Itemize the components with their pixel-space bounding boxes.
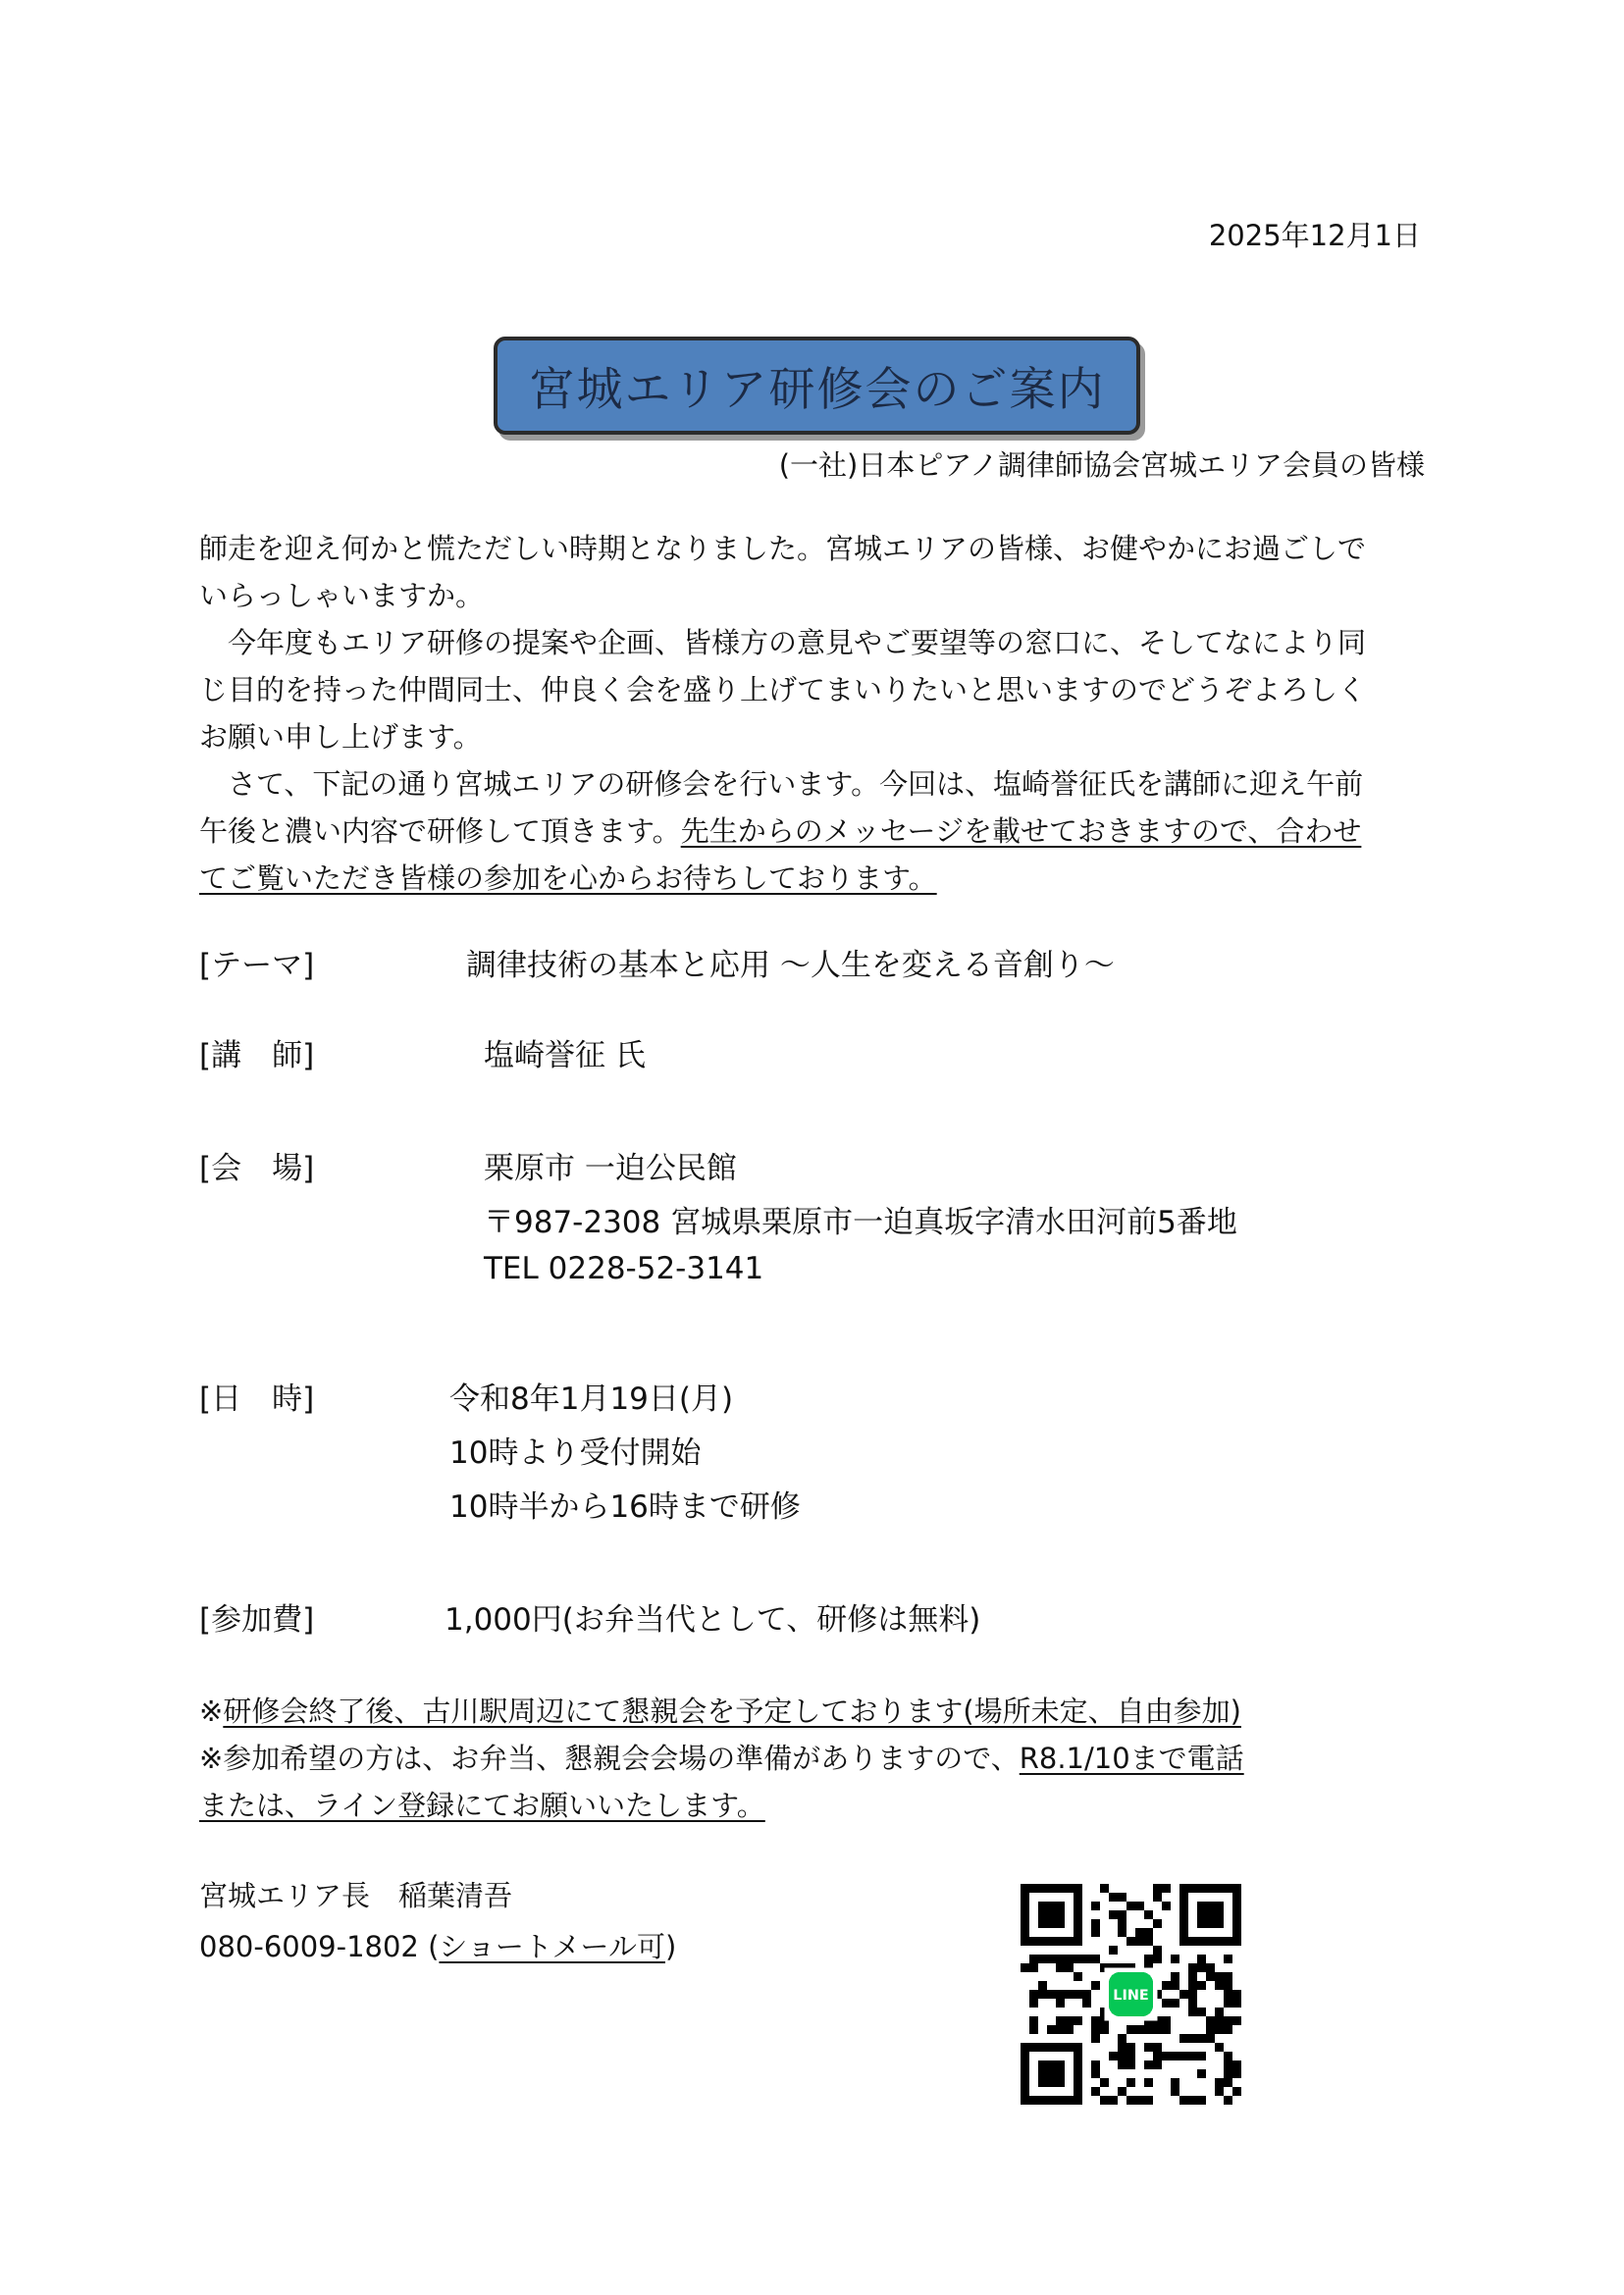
qr-module [1153,2052,1162,2060]
qr-module [1109,1946,1118,1955]
qr-module [1126,1937,1135,1946]
title-banner [494,337,1140,435]
qr-module [1206,2016,1215,2025]
qr-module [1197,2096,1206,2105]
lecturer-label: [講 師] [199,1038,315,1073]
greeting-line: 師走を迎え何かと慌ただしい時期となりました。宮城エリアの皆様、お健やかにお過ごしで [199,532,1367,565]
qr-module [1153,2025,1162,2034]
qr-module [1162,2016,1171,2025]
qr-module [1091,1902,1100,1910]
qr-module [1100,2025,1109,2034]
qr-module [1206,2034,1215,2043]
qr-module [1232,2016,1241,2025]
qr-module [1126,1902,1135,1910]
qr-module [1215,1972,1224,1981]
fee-value: 1,000円(お弁当代として、研修は無料) [445,1602,981,1638]
qr-module [1029,2025,1038,2034]
qr-module [1188,1981,1197,1990]
greeting-line [199,855,1438,902]
greeting-paragraph [199,525,1438,902]
qr-module [1215,2008,1224,2016]
qr-module [1056,2016,1065,2025]
datetime-reception: 10時より受付開始 [449,1435,702,1471]
qr-module [1232,1999,1241,2008]
qr-module [1206,1972,1215,1981]
qr-module [1074,1955,1082,1963]
qr-module [1056,2025,1065,2034]
qr-module [1188,2008,1197,2016]
qr-module [1171,1999,1179,2008]
qr-module [1082,1990,1091,1999]
qr-module [1179,2034,1188,2043]
qr-module [1171,1972,1179,1981]
qr-module [1056,1999,1065,2008]
qr-module [1082,1955,1091,1963]
qr-module [1065,2025,1074,2034]
qr-module [1126,2025,1135,2034]
qr-module [1135,1928,1144,1937]
qr-module [1188,1999,1197,2008]
qr-module [1118,2043,1126,2052]
qr-module [1162,1981,1171,1990]
qr-module [1224,1955,1232,1963]
greeting-line: お願い申し上げます。 [199,720,482,754]
qr-module [1224,2016,1232,2025]
note-underlined: R8.1/10まで電話 [1019,1742,1244,1775]
qr-module [1047,1955,1056,1963]
qr-module [1091,1981,1100,1990]
qr-module [1144,2060,1153,2069]
qr-module [1197,2069,1206,2078]
qr-module [1074,1990,1082,1999]
qr-module [1153,1955,1162,1963]
qr-module [1215,2087,1224,2096]
qr-module [1188,1972,1197,1981]
fee-label: [参加費] [199,1602,315,1638]
qr-module [1038,1955,1047,1963]
qr-module [1224,2078,1232,2087]
qr-module [1144,1937,1153,1946]
qr-module [1162,1999,1171,2008]
qr-module [1224,1981,1232,1990]
qr-module [1197,2052,1206,2060]
qr-module [1162,1884,1171,1893]
qr-module [1126,2096,1135,2105]
qr-module [1082,1999,1091,2008]
greeting-line: じ目的を持った仲間同士、仲良く会を盛り上げてまいりたいと思いますのでどうぞよろしく [199,673,1367,706]
qr-module [1029,2016,1038,2025]
qr-module [1029,1990,1038,1999]
qr-module [1118,1893,1126,1902]
venue-tel: TEL 0228-52-3141 [484,1251,764,1286]
qr-module [1215,2016,1224,2025]
qr-module [1232,2087,1241,2096]
contact-close: ) [664,1930,677,1963]
qr-module [1126,2060,1135,2069]
qr-module [1162,2025,1171,2034]
line-qr-code[interactable] [1021,1884,1241,2105]
qr-module [1144,1955,1153,1963]
qr-module [1188,1963,1197,1972]
qr-module [1171,1981,1179,1990]
qr-module [1232,1990,1241,1999]
datetime-label: [日 時] [199,1382,315,1417]
qr-module [1100,1884,1109,1893]
qr-module [1188,1990,1197,1999]
qr-module [1091,2025,1100,2034]
qr-module [1109,2096,1118,2105]
lecturer-value: 塩崎誉征 氏 [484,1038,646,1073]
qr-module [1109,1910,1118,1919]
qr-module [1224,1999,1232,2008]
qr-module [1188,2096,1197,2105]
greeting-line: さて、下記の通り宮城エリアの研修会を行います。今回は、塩崎誉征氏を講師に迎え午前 [199,767,1364,801]
qr-module [1153,1884,1162,1893]
qr-module [1091,2069,1100,2078]
qr-module [1188,2052,1197,2060]
qr-module [1224,2069,1232,2078]
datetime-date: 令和8年1月19日(月) [449,1382,734,1417]
qr-module [1224,1990,1232,1999]
qr-module [1038,1981,1047,1990]
greeting-line: いらっしゃいますか。 [199,579,485,612]
qr-module [1171,1955,1179,1963]
qr-module [1215,2025,1224,2034]
theme-label: [テーマ] [199,948,315,983]
qr-module [1074,1972,1082,1981]
contact-name: 宮城エリア長 稲葉清吾 [199,1879,513,1912]
qr-module [1118,1919,1126,1928]
qr-module [1135,2025,1144,2034]
qr-module [1206,1963,1215,1972]
qr-module [1109,1893,1118,1902]
line-logo-label: LINE [1113,1987,1149,2004]
qr-module [1162,2052,1171,2060]
note-underlined: 研修会終了後、古川駅周辺にて懇親会を予定しております(場所未定、自由参加) [223,1695,1241,1728]
qr-module [1144,2096,1153,2105]
qr-module [1126,2052,1135,2060]
qr-module [1206,2025,1215,2034]
qr-module [1153,2060,1162,2069]
greeting-line: 今年度もエリア研修の提案や企画、皆様方の意見やご要望等の窓口に、そしてなにより同 [199,626,1367,659]
qr-module [1224,1972,1232,1981]
qr-module [1038,1990,1047,1999]
qr-module [1100,2078,1109,2087]
qr-module [1118,2087,1126,2096]
qr-module [1118,2060,1126,2069]
qr-module [1091,2016,1100,2025]
note-mark: ※ [199,1695,224,1728]
qr-module [1135,2096,1144,2105]
qr-module [1118,2052,1126,2060]
qr-module [1056,1990,1065,1999]
qr-module [1047,2025,1056,2034]
qr-module [1197,1963,1206,1972]
qr-module [1197,2034,1206,2043]
qr-module [1029,1999,1038,2008]
qr-module [1091,1919,1100,1928]
contact-phone: 080-6009-1802 ( [199,1930,440,1963]
theme-value: 調律技術の基本と応用 ～人生を変える音創り～ [466,948,1115,983]
note-line [199,1735,1438,1782]
qr-module [1135,1902,1144,1910]
qr-module [1197,1955,1206,1963]
qr-module [1224,2052,1232,2060]
qr-module [1171,2052,1179,2060]
greeting-line [199,808,1438,855]
qr-module [1153,1893,1162,1902]
greeting-text: 午後と濃い内容で研修して頂きます。 [199,814,681,848]
note-underlined: または、ライン登録にてお願いいたします。 [199,1789,765,1822]
qr-module [1153,1919,1162,1928]
qr-module [1047,1990,1056,1999]
qr-module [1162,1902,1171,1910]
qr-module [1091,1928,1100,1937]
qr-module [1109,2052,1118,2060]
qr-module [1091,2034,1100,2043]
qr-module [1126,2078,1135,2087]
qr-module [1091,2087,1100,2096]
qr-module [1153,1946,1162,1955]
qr-module [1215,1981,1224,1990]
qr-module [1091,2060,1100,2069]
datetime-session: 10時半から16時まで研修 [449,1489,801,1525]
greeting-underlined: 先生からのメッセージを載せておきますので、合わせ [680,814,1362,848]
qr-module [1074,2016,1082,2025]
qr-module [1100,2096,1109,2105]
qr-module [1179,2096,1188,2105]
note-line [199,1782,1438,1829]
qr-module [1224,2096,1232,2105]
qr-module [1065,1955,1074,1963]
document-date: 2025年12月1日 [1208,219,1421,252]
qr-module [1144,1910,1153,1919]
qr-module [1197,1981,1206,1990]
venue-name: 栗原市 一迫公民館 [484,1151,737,1186]
qr-module [1029,1955,1038,1963]
qr-module [1188,2034,1197,2043]
qr-module [1118,1910,1126,1919]
qr-module [1179,2052,1188,2060]
note-line [199,1688,1438,1735]
qr-module [1021,1963,1029,1972]
qr-module [1144,1928,1153,1937]
venue-address: 〒987-2308 宮城県栗原市一迫真坂字清水田河前5番地 [484,1205,1237,1240]
addressee: (一社)日本ピアノ調律師協会宮城エリア会員の皆様 [778,448,1425,482]
qr-module [1065,2016,1074,2025]
contact-phone-line [199,1925,676,1965]
qr-module [1056,1955,1065,1963]
qr-module [1171,2087,1179,2096]
qr-module [1029,1963,1038,1972]
qr-module [1065,1990,1074,1999]
notes [199,1688,1438,1829]
greeting-underlined: てご覧いただき皆様の参加を心からお待ちしております。 [199,861,937,895]
qr-module [1065,1963,1074,1972]
qr-module [1144,2078,1153,2087]
qr-module [1179,1990,1188,1999]
qr-module [1056,1963,1065,1972]
qr-module [1215,2078,1224,2087]
qr-module [1232,2069,1241,2078]
qr-module [1135,1937,1144,1946]
qr-module [1091,1955,1100,1963]
qr-module [1144,2043,1153,2052]
qr-module [1144,2025,1153,2034]
document-title: 宮城エリア研修会のご案内 [528,362,1106,417]
qr-module [1118,1928,1126,1937]
qr-module [1126,2043,1135,2052]
note-text: ※参加希望の方は、お弁当、懇親会会場の準備がありますので、 [199,1742,1020,1775]
qr-module [1232,2060,1241,2069]
contact-sms: ショートメール可 [439,1930,665,1963]
qr-module [1171,2078,1179,2087]
qr-module [1118,2034,1126,2043]
qr-module [1215,2043,1224,2052]
qr-module [1153,2043,1162,2052]
qr-module [1224,2060,1232,2069]
venue-label: [会 場] [199,1151,315,1186]
qr-module [1224,2025,1232,2034]
qr-module [1197,2008,1206,2016]
